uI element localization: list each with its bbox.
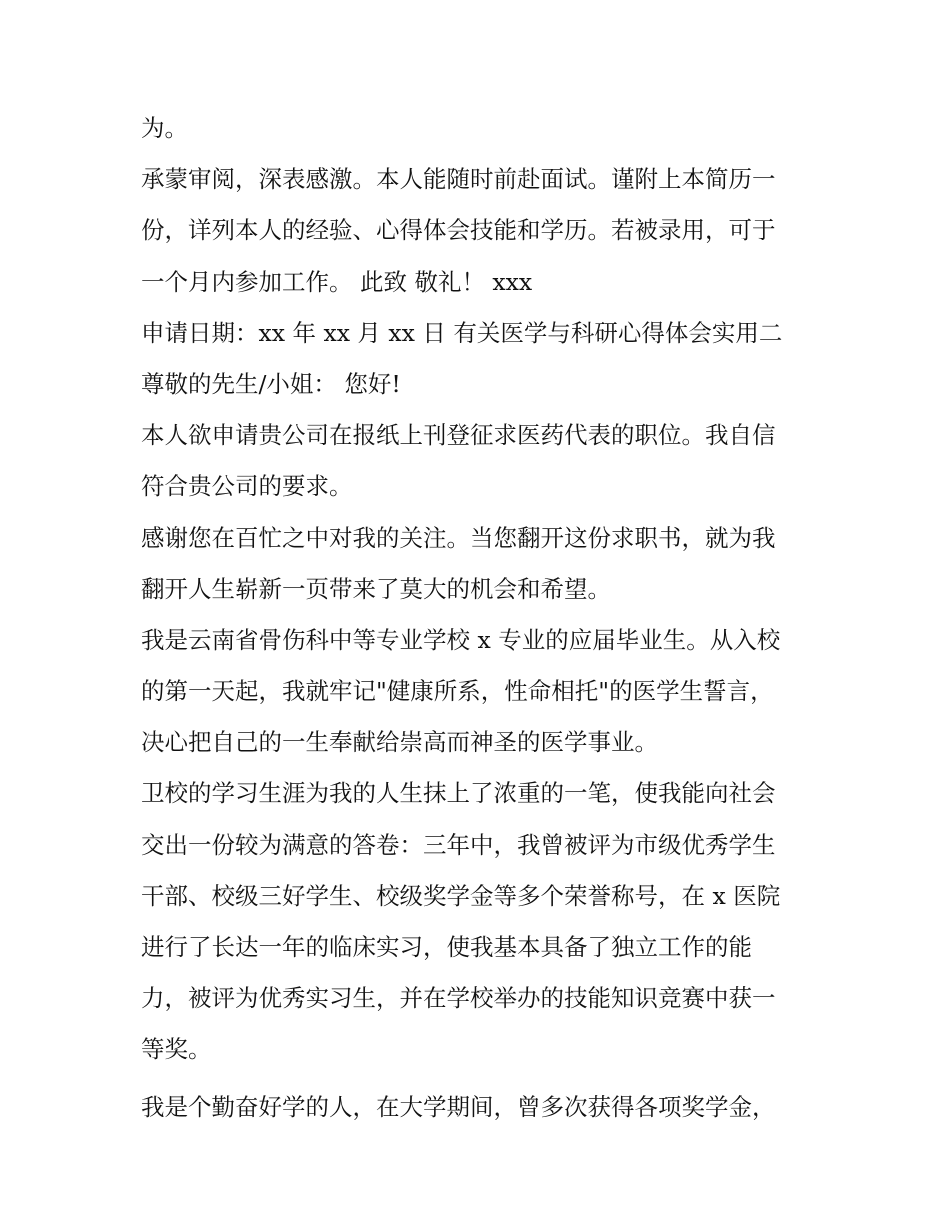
text-line: 尊敬的先生/小姐： 您好! — [141, 369, 401, 398]
text-line: 符合贵公司的要求。 — [141, 472, 353, 501]
text-line: 为。 — [141, 114, 188, 142]
text-line: 申请日期：xx 年 xx 月 xx 日 有关医学与科研心得体会实用二 — [141, 318, 783, 347]
text-line: 等奖。 — [141, 1035, 212, 1064]
text-line: 我是云南省骨伤科中等专业学校 x 专业的应届毕业生。从入校 — [141, 625, 781, 654]
text-line: 力，被评为优秀实习生，并在学校举办的技能知识竞赛中获一 — [141, 984, 776, 1013]
text-line: 的第一天起，我就牢记"健康所系，性命相托"的医学生誓言， — [141, 677, 774, 706]
text-line: 翻开人生崭新一页带来了莫大的机会和希望。 — [141, 574, 611, 603]
text-line: 承蒙审阅，深表感激。本人能随时前赴面试。谨附上本简历一 — [141, 165, 776, 194]
text-line: 卫校的学习生涯为我的人生抹上了浓重的一笔，使我能向社会 — [141, 779, 776, 808]
text-line: 进行了长达一年的临床实习，使我基本具备了独立工作的能 — [141, 933, 752, 961]
text-line: 本人欲申请贵公司在报纸上刊登征求医药代表的职位。我自信 — [141, 421, 776, 450]
text-line: 我是个勤奋好学的人，在大学期间，曾多次获得各项奖学金， — [141, 1092, 776, 1121]
text-line: 份，详列本人的经验、心得体会技能和学历。若被录用，可于 — [141, 216, 776, 245]
text-line: 决心把自己的一生奉献给崇高而神圣的医学事业。 — [141, 728, 658, 757]
text-line: 感谢您在百忙之中对我的关注。当您翻开这份求职书，就为我 — [141, 523, 776, 552]
text-line: 干部、校级三好学生、校级奖学金等多个荣誉称号，在 x 医院 — [141, 881, 781, 910]
document-body — [141, 103, 821, 1133]
text-line: 交出一份较为满意的答卷：三年中，我曾被评为市级优秀学生 — [141, 830, 776, 859]
text-line: 一个月内参加工作。 此致 敬礼！ xxx — [141, 267, 533, 296]
